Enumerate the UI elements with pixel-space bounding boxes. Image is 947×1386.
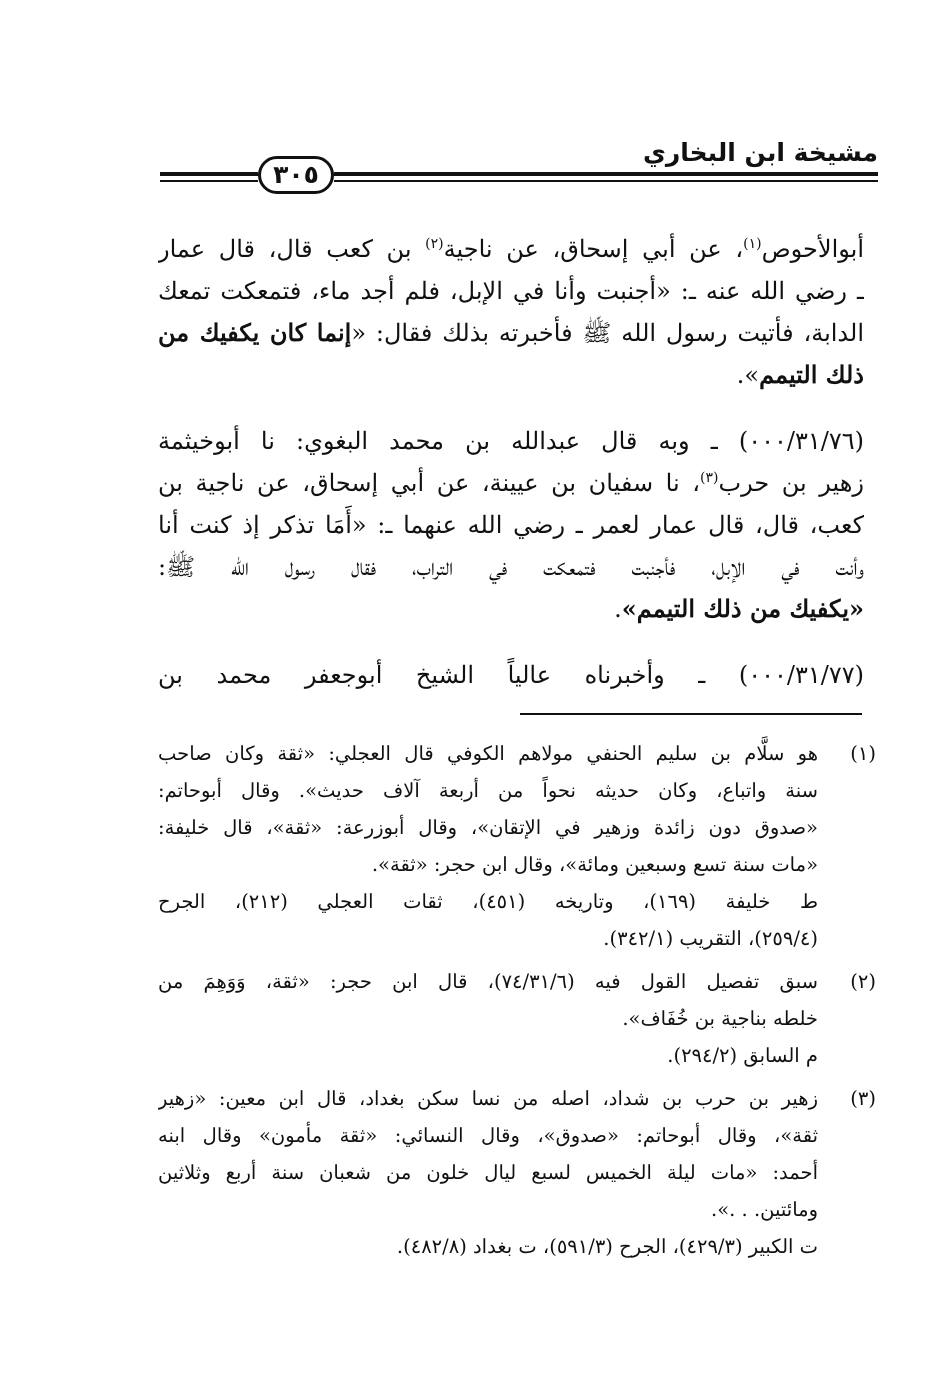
- footnote-line: زهير بن حرب بن شداد، اصله من نسا سكن بغداد، قال ابن معين: «زهير: [158, 1087, 818, 1110]
- footnote-2: [158, 963, 876, 1074]
- text-line: وأنت في الإبل، فأجنبت فتمعكت في التراب، فقال رسول الله ﷺ:: [158, 553, 864, 581]
- footnote-ref-3: (٣): [700, 470, 719, 486]
- text-span: ، عن أبي إسحاق، عن ناجية: [443, 235, 744, 263]
- text-span: ، نا سفيان بن عيينة، عن أبي إسحاق، عن ناجية بن: [158, 469, 701, 497]
- footnotes: [158, 735, 876, 1271]
- footnote-line: ت الكبير (٤٢٩/٣)، الجرح (٥٩١/٣)، ت بغداد (٤٨٢/٨).: [396, 1235, 818, 1258]
- running-title: مشيخة ابن البخاري: [642, 138, 878, 167]
- text-span: أبوالأحوص: [761, 235, 864, 263]
- bold-hadith-text: «يكفيك من ذلك التيمم»: [621, 594, 864, 623]
- paragraph-3: [158, 654, 864, 696]
- footnote-line: خلطه بناجية بن خُفَاف».: [622, 1007, 818, 1030]
- main-text: [158, 228, 864, 720]
- footnote-line: ثقة»، وقال أبوحاتم: «صدوق»، وقال النسائي: «ثقة مأمون» وقال ابنه: [158, 1124, 818, 1147]
- header-rule-left-thick: [160, 172, 258, 176]
- text-line: [158, 462, 864, 504]
- text-line: [158, 228, 864, 270]
- footnote-1: [158, 735, 876, 957]
- footnote-number: (٢): [850, 970, 876, 993]
- footnote-line: (٢٥٩/٤)، التقريب (٣٤٢/١).: [603, 927, 818, 950]
- footnote-ref-1: (١): [743, 236, 762, 252]
- footnote-line: هو سلَّام بن سليم الحنفي مولاهم الكوفي قال العجلي: «ثقة وكان صاحب: [158, 742, 818, 765]
- text-line: (٠٠٠/٣١/٧٧) ـ وأخبرناه عالياً الشيخ أبوجعفر محمد بن: [158, 661, 864, 689]
- text-span: زهير بن حرب: [718, 469, 864, 497]
- footnote-line: سنة واتباع، وكان حديثه نحواً من أربعة آلاف حديث». وقال أبوحاتم:: [158, 779, 818, 802]
- text-line: [158, 354, 864, 396]
- bold-hadith-text: إنما كان يكفيك من: [158, 318, 352, 347]
- header-rule-thin: [334, 180, 878, 182]
- header-rule-left-thin: [160, 180, 258, 182]
- footnote-line: ومائتين. . .».: [711, 1198, 818, 1221]
- footnote-line: «مات سنة تسع وسبعين ومائة»، وقال ابن حجر: «ثقة».: [371, 853, 818, 876]
- footnote-separator: [520, 713, 862, 715]
- text-line: كعب، قال، قال عمار لعمر ـ رضي الله عنهما ـ: «أَمَا تذكر إذ كنت أنا: [158, 511, 864, 539]
- text-line: (٠٠٠/٣١/٧٦) ـ وبه قال عبدالله بن محمد البغوي: نا أبوخيثمة: [158, 427, 864, 455]
- bold-hadith-text: ذلك التيمم: [759, 360, 864, 389]
- footnote-number: (١): [850, 742, 876, 765]
- page-number: ٣٠٥: [273, 160, 319, 189]
- footnote-3: [158, 1080, 876, 1265]
- text-span: .: [614, 595, 622, 623]
- text-line: ـ رضي الله عنه ـ: «أجنبت وأنا في الإبل، فلم أجد ماء، فتمعكت تمعك: [158, 277, 864, 305]
- paragraph-1: [158, 228, 864, 396]
- header-rule-thick: [334, 172, 878, 176]
- footnote-number: (٣): [850, 1087, 876, 1110]
- paragraph-2: [158, 420, 864, 630]
- text-line: [158, 312, 864, 354]
- footnote-line: م السابق (٢٩٤/٢).: [667, 1044, 818, 1067]
- footnote-line: أحمد: «مات ليلة الخميس لسبع ليال خلون من شعبان سنة أربع وثلاثين: [158, 1161, 818, 1184]
- footnote-line: سبق تفصيل القول فيه (٧٤/٣١/٦)، قال ابن حجر: «ثقة، وَوَهِمَ من: [158, 970, 818, 993]
- text-line: [158, 588, 864, 630]
- text-span: الدابة، فأتيت رسول الله ﷺ فأخبرته بذلك فقال: «: [351, 319, 864, 347]
- footnote-ref-2: (٢): [425, 236, 444, 252]
- footnote-line: «صدوق دون زائدة وزهير في الإتقان»، وقال أبوزرعة: «ثقة»، قال خليفة:: [158, 816, 818, 839]
- footnote-line: ط خليفة (١٦٩)، وتاريخه (٤٥١)، ثقات العجلي (٢١٢)، الجرح: [158, 890, 818, 913]
- text-span: ».: [736, 361, 760, 389]
- text-span: بن كعب قال، قال عمار: [158, 235, 426, 263]
